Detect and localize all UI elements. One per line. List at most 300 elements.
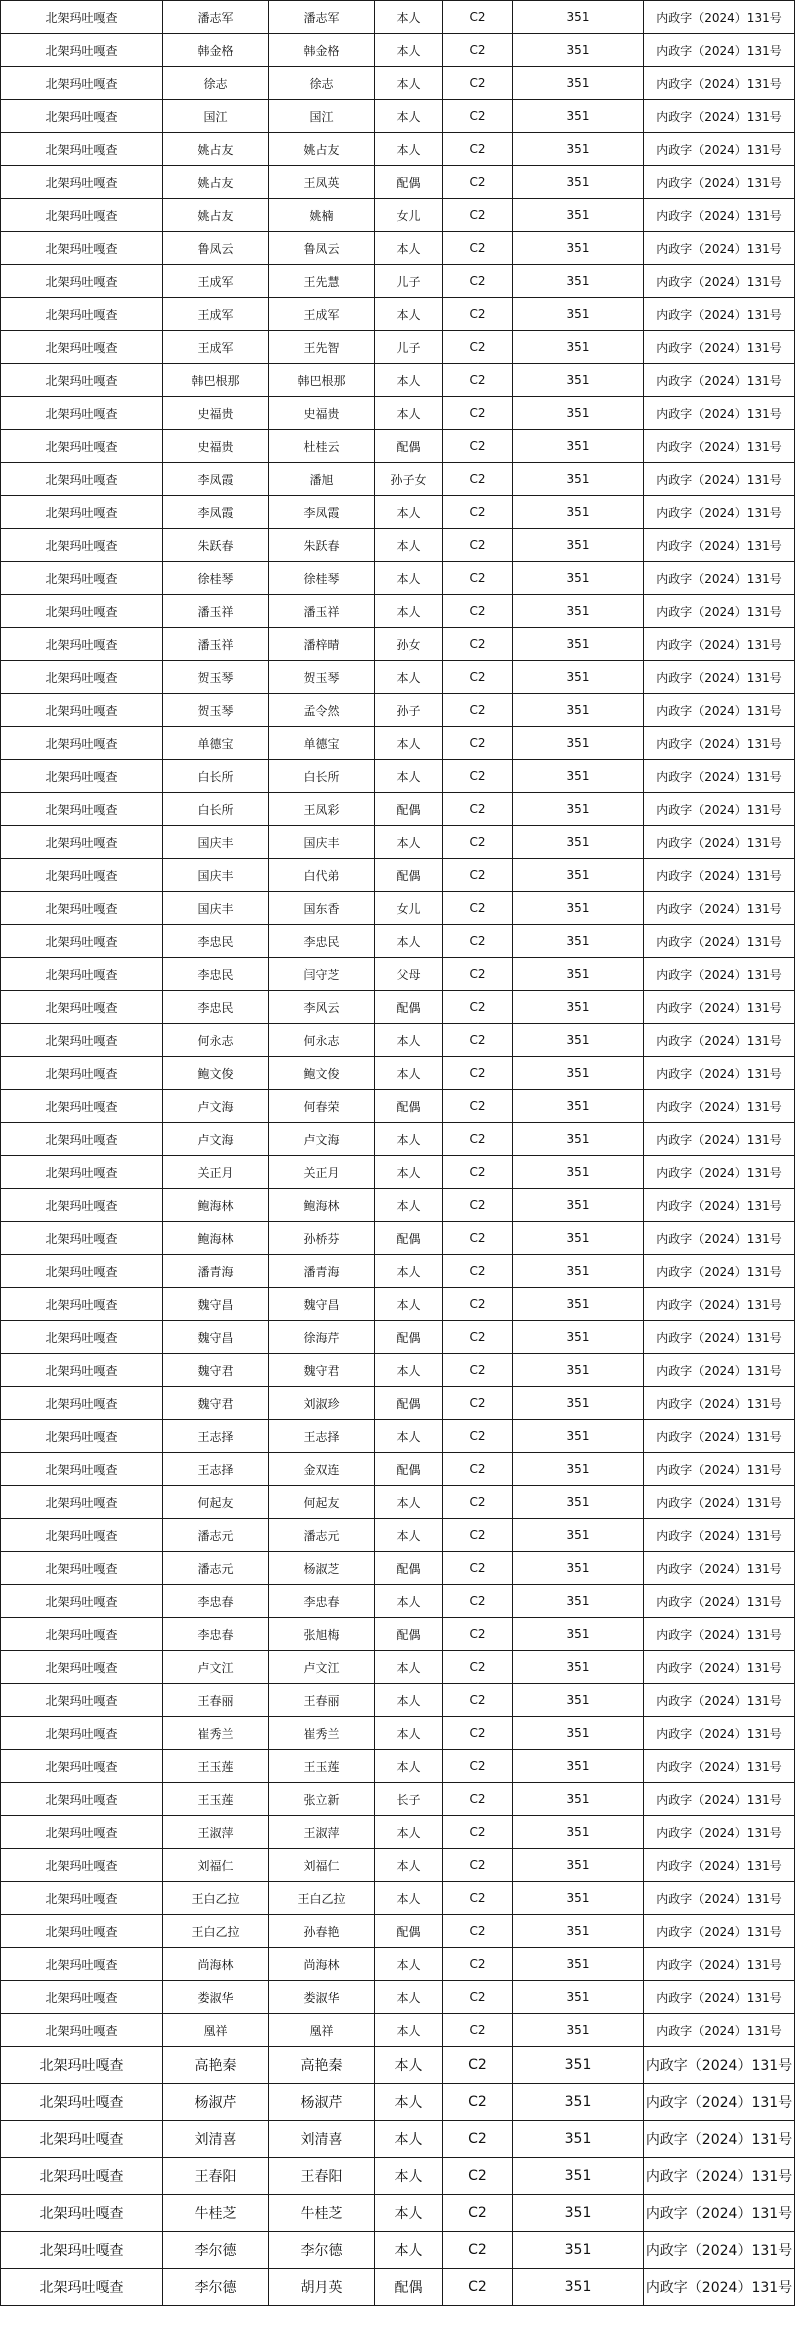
village-cell: 北架玛吐嘎查	[1, 1684, 163, 1717]
household-head-cell: 娄淑华	[163, 1981, 269, 2014]
document-number-cell: 内政字（2024）131号	[644, 1420, 795, 1453]
member-name-cell: 李忠春	[269, 1585, 375, 1618]
document-number-cell: 内政字（2024）131号	[644, 199, 795, 232]
category-cell: C2	[443, 1981, 513, 2014]
amount-cell: 351	[513, 1585, 644, 1618]
village-cell: 北架玛吐嘎查	[1, 1552, 163, 1585]
member-name-cell: 潘旭	[269, 463, 375, 496]
table-row	[1, 1882, 795, 1915]
village-cell: 北架玛吐嘎查	[1, 1618, 163, 1651]
village-cell: 北架玛吐嘎查	[1, 760, 163, 793]
document-number-cell: 内政字（2024）131号	[644, 232, 795, 265]
document-number-cell: 内政字（2024）131号	[644, 1717, 795, 1750]
document-number-cell: 内政字（2024）131号	[644, 1024, 795, 1057]
table-row	[1, 958, 795, 991]
document-number-cell: 内政字（2024）131号	[644, 1123, 795, 1156]
table-row	[1, 298, 795, 331]
relation-cell: 配偶	[375, 1552, 443, 1585]
village-cell: 北架玛吐嘎查	[1, 1222, 163, 1255]
table-row	[1, 1816, 795, 1849]
category-cell: C2	[443, 1717, 513, 1750]
category-cell: C2	[443, 925, 513, 958]
village-cell: 北架玛吐嘎查	[1, 1, 163, 34]
relation-cell: 孙子	[375, 694, 443, 727]
household-head-cell: 王志择	[163, 1420, 269, 1453]
amount-cell: 351	[513, 826, 644, 859]
member-name-cell: 刘福仁	[269, 1849, 375, 1882]
relation-cell: 本人	[375, 1585, 443, 1618]
household-head-cell: 潘志军	[163, 1, 269, 34]
village-cell: 北架玛吐嘎查	[1, 1189, 163, 1222]
household-head-cell: 卢文江	[163, 1651, 269, 1684]
village-cell: 北架玛吐嘎查	[1, 2232, 163, 2269]
household-head-cell: 李忠民	[163, 991, 269, 1024]
table-row	[1, 2195, 795, 2232]
table-row	[1, 133, 795, 166]
document-number-cell: 内政字（2024）131号	[644, 1750, 795, 1783]
table-row	[1, 1783, 795, 1816]
category-cell: C2	[443, 760, 513, 793]
document-number-cell: 内政字（2024）131号	[644, 1057, 795, 1090]
amount-cell: 351	[513, 1024, 644, 1057]
document-number-cell: 内政字（2024）131号	[644, 2014, 795, 2047]
member-name-cell: 尚海林	[269, 1948, 375, 1981]
relation-cell: 本人	[375, 826, 443, 859]
relation-cell: 本人	[375, 1189, 443, 1222]
amount-cell: 351	[513, 34, 644, 67]
household-head-cell: 国庆丰	[163, 892, 269, 925]
relation-cell: 女儿	[375, 199, 443, 232]
household-head-cell: 魏守昌	[163, 1321, 269, 1354]
household-head-cell: 李忠民	[163, 925, 269, 958]
document-number-cell: 内政字（2024）131号	[644, 1948, 795, 1981]
village-cell: 北架玛吐嘎查	[1, 1453, 163, 1486]
village-cell: 北架玛吐嘎查	[1, 265, 163, 298]
relation-cell: 本人	[375, 925, 443, 958]
household-head-cell: 李尔德	[163, 2232, 269, 2269]
document-number-cell: 内政字（2024）131号	[644, 991, 795, 1024]
member-name-cell: 李尔德	[269, 2232, 375, 2269]
relation-cell: 本人	[375, 1882, 443, 1915]
member-name-cell: 鲁凤云	[269, 232, 375, 265]
member-name-cell: 潘玉祥	[269, 595, 375, 628]
table-row	[1, 430, 795, 463]
category-cell: C2	[443, 2121, 513, 2158]
amount-cell: 351	[513, 1453, 644, 1486]
village-cell: 北架玛吐嘎查	[1, 397, 163, 430]
document-number-cell: 内政字（2024）131号	[644, 1915, 795, 1948]
member-name-cell: 杜桂云	[269, 430, 375, 463]
category-cell: C2	[443, 1651, 513, 1684]
member-name-cell: 王淑萍	[269, 1816, 375, 1849]
relation-cell: 本人	[375, 2047, 443, 2084]
relation-cell: 配偶	[375, 1321, 443, 1354]
category-cell: C2	[443, 265, 513, 298]
document-number-cell: 内政字（2024）131号	[644, 892, 795, 925]
amount-cell: 351	[513, 925, 644, 958]
document-number-cell: 内政字（2024）131号	[644, 727, 795, 760]
village-cell: 北架玛吐嘎查	[1, 232, 163, 265]
amount-cell: 351	[513, 1321, 644, 1354]
category-cell: C2	[443, 1024, 513, 1057]
document-number-cell: 内政字（2024）131号	[644, 364, 795, 397]
category-cell: C2	[443, 298, 513, 331]
village-cell: 北架玛吐嘎查	[1, 826, 163, 859]
document-number-cell: 内政字（2024）131号	[644, 2232, 795, 2269]
relation-cell: 本人	[375, 1849, 443, 1882]
household-head-cell: 史福贵	[163, 430, 269, 463]
household-head-cell: 刘福仁	[163, 1849, 269, 1882]
table-row	[1, 1750, 795, 1783]
document-number-cell: 内政字（2024）131号	[644, 1222, 795, 1255]
household-head-cell: 国庆丰	[163, 859, 269, 892]
table-row	[1, 1090, 795, 1123]
member-name-cell: 王凤彩	[269, 793, 375, 826]
village-cell: 北架玛吐嘎查	[1, 67, 163, 100]
category-cell: C2	[443, 397, 513, 430]
amount-cell: 351	[513, 958, 644, 991]
relation-cell: 孙子女	[375, 463, 443, 496]
relation-cell: 本人	[375, 1024, 443, 1057]
document-number-cell: 内政字（2024）131号	[644, 100, 795, 133]
household-head-cell: 何起友	[163, 1486, 269, 1519]
relation-cell: 本人	[375, 298, 443, 331]
household-head-cell: 魏守昌	[163, 1288, 269, 1321]
household-head-cell: 潘青海	[163, 1255, 269, 1288]
village-cell: 北架玛吐嘎查	[1, 1255, 163, 1288]
village-cell: 北架玛吐嘎查	[1, 1288, 163, 1321]
document-number-cell: 内政字（2024）131号	[644, 628, 795, 661]
category-cell: C2	[443, 463, 513, 496]
household-head-cell: 尚海林	[163, 1948, 269, 1981]
household-head-cell: 姚占友	[163, 133, 269, 166]
table-row	[1, 1453, 795, 1486]
household-head-cell: 潘玉祥	[163, 595, 269, 628]
member-name-cell: 徐海芹	[269, 1321, 375, 1354]
table-row	[1, 1618, 795, 1651]
relation-cell: 本人	[375, 2158, 443, 2195]
village-cell: 北架玛吐嘎查	[1, 496, 163, 529]
table-row	[1, 1288, 795, 1321]
household-head-cell: 朱跃春	[163, 529, 269, 562]
table-row	[1, 1981, 795, 2014]
table-row	[1, 2014, 795, 2047]
amount-cell: 351	[513, 529, 644, 562]
member-name-cell: 何起友	[269, 1486, 375, 1519]
member-name-cell: 张旭梅	[269, 1618, 375, 1651]
table-row	[1, 1519, 795, 1552]
member-name-cell: 孙桥芬	[269, 1222, 375, 1255]
village-cell: 北架玛吐嘎查	[1, 166, 163, 199]
member-name-cell: 国庆丰	[269, 826, 375, 859]
relation-cell: 儿子	[375, 331, 443, 364]
table-row	[1, 67, 795, 100]
category-cell: C2	[443, 1453, 513, 1486]
amount-cell: 351	[513, 364, 644, 397]
category-cell: C2	[443, 364, 513, 397]
relation-cell: 本人	[375, 1717, 443, 1750]
member-name-cell: 杨淑芝	[269, 1552, 375, 1585]
amount-cell: 351	[513, 166, 644, 199]
amount-cell: 351	[513, 1, 644, 34]
household-head-cell: 李忠春	[163, 1585, 269, 1618]
relation-cell: 本人	[375, 496, 443, 529]
table-row	[1, 232, 795, 265]
relation-cell: 本人	[375, 2195, 443, 2232]
relation-cell: 本人	[375, 1156, 443, 1189]
document-number-cell: 内政字（2024）131号	[644, 859, 795, 892]
member-name-cell: 韩金格	[269, 34, 375, 67]
member-name-cell: 姚占友	[269, 133, 375, 166]
relation-cell: 配偶	[375, 1387, 443, 1420]
category-cell: C2	[443, 2158, 513, 2195]
member-name-cell: 闫守芝	[269, 958, 375, 991]
category-cell: C2	[443, 1354, 513, 1387]
village-cell: 北架玛吐嘎查	[1, 199, 163, 232]
member-name-cell: 鲍文俊	[269, 1057, 375, 1090]
household-head-cell: 潘志元	[163, 1552, 269, 1585]
village-cell: 北架玛吐嘎查	[1, 1420, 163, 1453]
document-number-cell: 内政字（2024）131号	[644, 1189, 795, 1222]
member-name-cell: 高艳秦	[269, 2047, 375, 2084]
table-row	[1, 859, 795, 892]
village-cell: 北架玛吐嘎查	[1, 1123, 163, 1156]
household-head-cell: 徐志	[163, 67, 269, 100]
relation-cell: 本人	[375, 1420, 443, 1453]
amount-cell: 351	[513, 463, 644, 496]
category-cell: C2	[443, 1321, 513, 1354]
village-cell: 北架玛吐嘎查	[1, 793, 163, 826]
amount-cell: 351	[513, 100, 644, 133]
amount-cell: 351	[513, 1783, 644, 1816]
amount-cell: 351	[513, 1222, 644, 1255]
document-number-cell: 内政字（2024）131号	[644, 331, 795, 364]
table-row	[1, 331, 795, 364]
amount-cell: 351	[513, 298, 644, 331]
member-name-cell: 卢文海	[269, 1123, 375, 1156]
relation-cell: 配偶	[375, 1222, 443, 1255]
household-head-cell: 白长所	[163, 793, 269, 826]
document-number-cell: 内政字（2024）131号	[644, 958, 795, 991]
household-head-cell: 牛桂芝	[163, 2195, 269, 2232]
village-cell: 北架玛吐嘎查	[1, 1651, 163, 1684]
document-number-cell: 内政字（2024）131号	[644, 1453, 795, 1486]
table-row	[1, 2047, 795, 2084]
household-head-cell: 卢文海	[163, 1090, 269, 1123]
village-cell: 北架玛吐嘎查	[1, 562, 163, 595]
relation-cell: 本人	[375, 1519, 443, 1552]
table-row	[1, 496, 795, 529]
amount-cell: 351	[513, 1651, 644, 1684]
amount-cell: 351	[513, 397, 644, 430]
relation-cell: 孙女	[375, 628, 443, 661]
relation-cell: 本人	[375, 2121, 443, 2158]
category-cell: C2	[443, 562, 513, 595]
village-cell: 北架玛吐嘎查	[1, 2269, 163, 2306]
amount-cell: 351	[513, 1981, 644, 2014]
member-name-cell: 朱跃春	[269, 529, 375, 562]
member-name-cell: 贺玉琴	[269, 661, 375, 694]
amount-cell: 351	[513, 562, 644, 595]
table-row	[1, 2158, 795, 2195]
table-row	[1, 1948, 795, 1981]
amount-cell: 351	[513, 1684, 644, 1717]
member-name-cell: 李凤霞	[269, 496, 375, 529]
category-cell: C2	[443, 1585, 513, 1618]
category-cell: C2	[443, 1552, 513, 1585]
category-cell: C2	[443, 166, 513, 199]
relation-cell: 父母	[375, 958, 443, 991]
village-cell: 北架玛吐嘎查	[1, 364, 163, 397]
member-name-cell: 潘梓晴	[269, 628, 375, 661]
document-number-cell: 内政字（2024）131号	[644, 760, 795, 793]
member-name-cell: 何春荣	[269, 1090, 375, 1123]
relation-cell: 配偶	[375, 991, 443, 1024]
amount-cell: 351	[513, 2158, 644, 2195]
table-row	[1, 1321, 795, 1354]
document-number-cell: 内政字（2024）131号	[644, 1684, 795, 1717]
category-cell: C2	[443, 793, 513, 826]
table-row	[1, 2269, 795, 2306]
category-cell: C2	[443, 991, 513, 1024]
amount-cell: 351	[513, 793, 644, 826]
category-cell: C2	[443, 1783, 513, 1816]
document-number-cell: 内政字（2024）131号	[644, 67, 795, 100]
household-head-cell: 杨淑芹	[163, 2084, 269, 2121]
table-row	[1, 1684, 795, 1717]
member-name-cell: 金双连	[269, 1453, 375, 1486]
document-number-cell: 内政字（2024）131号	[644, 397, 795, 430]
village-cell: 北架玛吐嘎查	[1, 1024, 163, 1057]
document-number-cell: 内政字（2024）131号	[644, 2269, 795, 2306]
category-cell: C2	[443, 958, 513, 991]
relation-cell: 本人	[375, 1486, 443, 1519]
household-head-cell: 王成军	[163, 331, 269, 364]
category-cell: C2	[443, 1420, 513, 1453]
category-cell: C2	[443, 1057, 513, 1090]
document-number-cell: 内政字（2024）131号	[644, 694, 795, 727]
amount-cell: 351	[513, 496, 644, 529]
amount-cell: 351	[513, 1255, 644, 1288]
table-row	[1, 397, 795, 430]
village-cell: 北架玛吐嘎查	[1, 1816, 163, 1849]
member-name-cell: 王白乙拉	[269, 1882, 375, 1915]
table-row	[1, 364, 795, 397]
village-cell: 北架玛吐嘎查	[1, 463, 163, 496]
category-cell: C2	[443, 1189, 513, 1222]
household-head-cell: 王春阳	[163, 2158, 269, 2195]
table-row	[1, 694, 795, 727]
village-cell: 北架玛吐嘎查	[1, 430, 163, 463]
category-cell: C2	[443, 1387, 513, 1420]
category-cell: C2	[443, 1156, 513, 1189]
document-number-cell: 内政字（2024）131号	[644, 826, 795, 859]
category-cell: C2	[443, 1618, 513, 1651]
table-row	[1, 463, 795, 496]
village-cell: 北架玛吐嘎查	[1, 1915, 163, 1948]
amount-cell: 351	[513, 133, 644, 166]
household-head-cell: 潘志元	[163, 1519, 269, 1552]
household-head-cell: 魏守君	[163, 1387, 269, 1420]
household-head-cell: 王志择	[163, 1453, 269, 1486]
village-cell: 北架玛吐嘎查	[1, 100, 163, 133]
table-row	[1, 1354, 795, 1387]
category-cell: C2	[443, 859, 513, 892]
amount-cell: 351	[513, 1387, 644, 1420]
category-cell: C2	[443, 1, 513, 34]
amount-cell: 351	[513, 1849, 644, 1882]
member-name-cell: 卢文江	[269, 1651, 375, 1684]
village-cell: 北架玛吐嘎查	[1, 2158, 163, 2195]
household-head-cell: 王白乙拉	[163, 1882, 269, 1915]
relation-cell: 本人	[375, 1684, 443, 1717]
table-row	[1, 2232, 795, 2269]
household-head-cell: 贺玉琴	[163, 694, 269, 727]
household-head-cell: 李凤霞	[163, 496, 269, 529]
table-row	[1, 760, 795, 793]
village-cell: 北架玛吐嘎查	[1, 1585, 163, 1618]
table-row	[1, 661, 795, 694]
amount-cell: 351	[513, 2195, 644, 2232]
member-name-cell: 白代弟	[269, 859, 375, 892]
relation-cell: 本人	[375, 133, 443, 166]
relation-cell: 配偶	[375, 793, 443, 826]
relation-cell: 本人	[375, 2084, 443, 2121]
relation-cell: 本人	[375, 100, 443, 133]
amount-cell: 351	[513, 331, 644, 364]
category-cell: C2	[443, 2195, 513, 2232]
table-row	[1, 1024, 795, 1057]
category-cell: C2	[443, 430, 513, 463]
document-number-cell: 内政字（2024）131号	[644, 496, 795, 529]
amount-cell: 351	[513, 1552, 644, 1585]
document-number-cell: 内政字（2024）131号	[644, 661, 795, 694]
member-name-cell: 国东香	[269, 892, 375, 925]
document-number-cell: 内政字（2024）131号	[644, 2121, 795, 2158]
table-row	[1, 1585, 795, 1618]
category-cell: C2	[443, 100, 513, 133]
document-number-cell: 内政字（2024）131号	[644, 133, 795, 166]
relation-cell: 本人	[375, 1057, 443, 1090]
member-name-cell: 史福贵	[269, 397, 375, 430]
document-number-cell: 内政字（2024）131号	[644, 463, 795, 496]
table-row	[1, 1717, 795, 1750]
relation-cell: 配偶	[375, 859, 443, 892]
table-row	[1, 1552, 795, 1585]
member-name-cell: 胡月英	[269, 2269, 375, 2306]
document-number-cell: 内政字（2024）131号	[644, 1981, 795, 2014]
village-cell: 北架玛吐嘎查	[1, 595, 163, 628]
village-cell: 北架玛吐嘎查	[1, 1519, 163, 1552]
table-row	[1, 892, 795, 925]
relation-cell: 本人	[375, 397, 443, 430]
relation-cell: 本人	[375, 1, 443, 34]
relation-cell: 本人	[375, 1123, 443, 1156]
household-head-cell: 国庆丰	[163, 826, 269, 859]
document-number-cell: 内政字（2024）131号	[644, 1321, 795, 1354]
document-number-cell: 内政字（2024）131号	[644, 1783, 795, 1816]
document-number-cell: 内政字（2024）131号	[644, 2195, 795, 2232]
relation-cell: 本人	[375, 727, 443, 760]
member-name-cell: 王凤英	[269, 166, 375, 199]
village-cell: 北架玛吐嘎查	[1, 694, 163, 727]
village-cell: 北架玛吐嘎查	[1, 2195, 163, 2232]
amount-cell: 351	[513, 1288, 644, 1321]
relation-cell: 长子	[375, 1783, 443, 1816]
village-cell: 北架玛吐嘎查	[1, 2121, 163, 2158]
amount-cell: 351	[513, 199, 644, 232]
household-head-cell: 白长所	[163, 760, 269, 793]
